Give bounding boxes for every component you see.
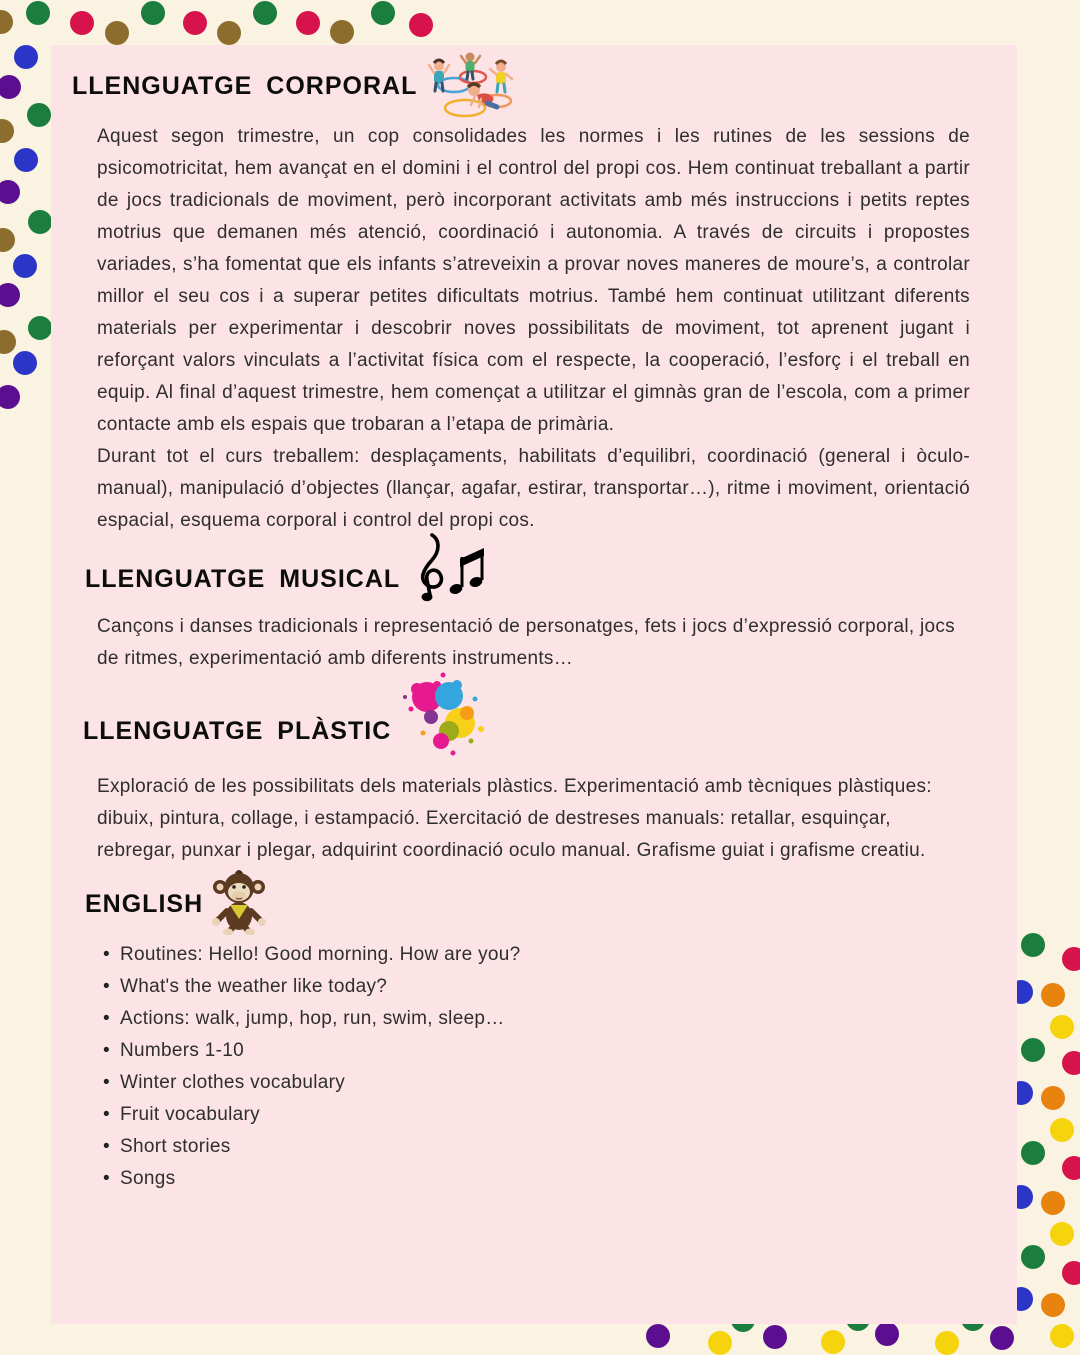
polka-dot — [708, 1331, 732, 1355]
polka-dot — [141, 1, 165, 25]
polka-dot — [0, 385, 20, 409]
polka-dot — [1050, 1324, 1074, 1348]
polka-dot — [1021, 1038, 1045, 1062]
kids-hoops-illustration — [427, 49, 519, 124]
polka-dot — [14, 45, 38, 69]
content-card — [51, 45, 1017, 1324]
music-notes-icon — [406, 529, 486, 614]
list-item: • Songs — [103, 1163, 1017, 1195]
musical-paragraph: Cançons i danses tradicionals i representació de personatges, fets i jocs d’expressió corporal, jocs de ritmes, experimentació amb diferents instruments… — [97, 616, 955, 669]
list-item: • Fruit vocabulary — [103, 1099, 1017, 1131]
polka-dot — [28, 316, 52, 340]
polka-dot — [1041, 1086, 1065, 1110]
polka-dot — [1062, 1051, 1080, 1075]
polka-dot — [253, 1, 277, 25]
section-english-title: ENGLISH — [85, 889, 204, 918]
section-plastic-title: LLENGUATGE PLÀSTIC — [83, 716, 392, 745]
polka-dot — [0, 180, 20, 204]
paint-splatter-icon — [397, 669, 497, 766]
polka-dot — [105, 21, 129, 45]
polka-dot — [0, 283, 20, 307]
corporal-paragraph-1: Aquest segon trimestre, un cop consolidades les normes i les rutines de les sessions de psicomotricitat, hem avançat en el domini i el control del propi cos. Hem continuat treballant a partir de jocs tradicionals de moviment, però incorporant activitats amb més instruccions i petits reptes motrius que demanen més atenció, coordinació i autonomia. A través de circuits i propostes variades, s’ha fomentat que els infants s’atreveixin a provar noves maneres de moure’s, a controlar millor el seu cos i a superar petites dificultats motrius. També hem continuat utilitzant diferents materials per experimentar i descobrir noves possibilitats de moviment, tot aprenent jugant i reforçant valors vinculats a l’activitat física com el respecte, la cooperació, l’esforç i el treball en equip. Al final d’aquest trimestre, hem començat a utilitzar el gimnàs gran de l’escola, com a primer contacte amb els espais que trobaran a l’etapa de primària. — [97, 126, 970, 435]
polka-dot — [1050, 1222, 1074, 1246]
polka-dot — [646, 1324, 670, 1348]
list-item: • Winter clothes vocabulary — [103, 1067, 1017, 1099]
section-plastic-header — [83, 671, 1017, 763]
plastic-paragraph: Exploració de les possibilitats dels materials plàstics. Experimentació amb tècniques plàstiques: dibuix, pintura, collage, i estampació. Exercitació de destreses manuals: retallar, esquinçar, rebregar, punxar i plegar, adquirint coordinació oculo manual. Grafisme guiat i grafisme creatiu. — [97, 776, 932, 861]
section-musical-title: LLENGUATGE MUSICAL — [85, 564, 401, 593]
polka-dot — [1041, 983, 1065, 1007]
polka-dot — [13, 254, 37, 278]
polka-dot — [1062, 947, 1080, 971]
polka-dot — [1021, 933, 1045, 957]
polka-dot — [371, 1, 395, 25]
polka-dot — [0, 330, 16, 354]
polka-dot — [0, 119, 14, 143]
polka-dot — [763, 1325, 787, 1349]
section-plastic — [51, 671, 1017, 867]
polka-dot — [13, 351, 37, 375]
polka-dot — [70, 11, 94, 35]
section-musical-header — [85, 531, 1017, 611]
polka-dot — [0, 75, 21, 99]
polka-dot — [990, 1326, 1014, 1350]
polka-dot — [935, 1331, 959, 1355]
list-item: • What's the weather like today? — [103, 971, 1017, 1003]
polka-dot — [875, 1322, 899, 1346]
polka-dot — [821, 1330, 845, 1354]
section-english-header — [85, 871, 1017, 937]
polka-dot — [14, 148, 38, 172]
polka-dot — [26, 1, 50, 25]
polka-dot — [296, 11, 320, 35]
polka-dot — [1050, 1118, 1074, 1142]
polka-dot — [27, 103, 51, 127]
polka-dot — [1021, 1245, 1045, 1269]
list-item: • Actions: walk, jump, hop, run, swim, sleep… — [103, 1003, 1017, 1035]
polka-dot — [0, 10, 13, 34]
polka-dot — [409, 13, 433, 37]
corporal-paragraph-2: Durant tot el curs treballem: desplaçaments, habilitats d’equilibri, coordinació (general i òculo-manual), manipulació d’objectes (llançar, agafar, estirar, transportar…), ritme i moviment, orientació espacial, esquema corporal i control del propi cos. — [97, 446, 970, 531]
polka-dot — [1062, 1156, 1080, 1180]
english-list — [103, 939, 1017, 1195]
section-english — [51, 871, 1017, 1195]
section-corporal-title: LLENGUATGE CORPORAL — [72, 71, 418, 100]
section-corporal — [51, 51, 1017, 537]
polka-dot — [28, 210, 52, 234]
polka-dot — [1041, 1293, 1065, 1317]
section-corporal-header — [72, 51, 1017, 121]
polka-dot — [0, 228, 15, 252]
polka-dot — [217, 21, 241, 45]
polka-dot — [1021, 1141, 1045, 1165]
list-item: • Short stories — [103, 1131, 1017, 1163]
polka-dot — [330, 20, 354, 44]
polka-dot — [183, 11, 207, 35]
section-musical — [51, 531, 1017, 675]
polka-dot — [1050, 1015, 1074, 1039]
polka-dot — [1041, 1191, 1065, 1215]
monkey-plush-image — [209, 869, 269, 940]
polka-dot — [1062, 1261, 1080, 1285]
list-item: • Numbers 1-10 — [103, 1035, 1017, 1067]
list-item: • Routines: Hello! Good morning. How are you? — [103, 939, 1017, 971]
